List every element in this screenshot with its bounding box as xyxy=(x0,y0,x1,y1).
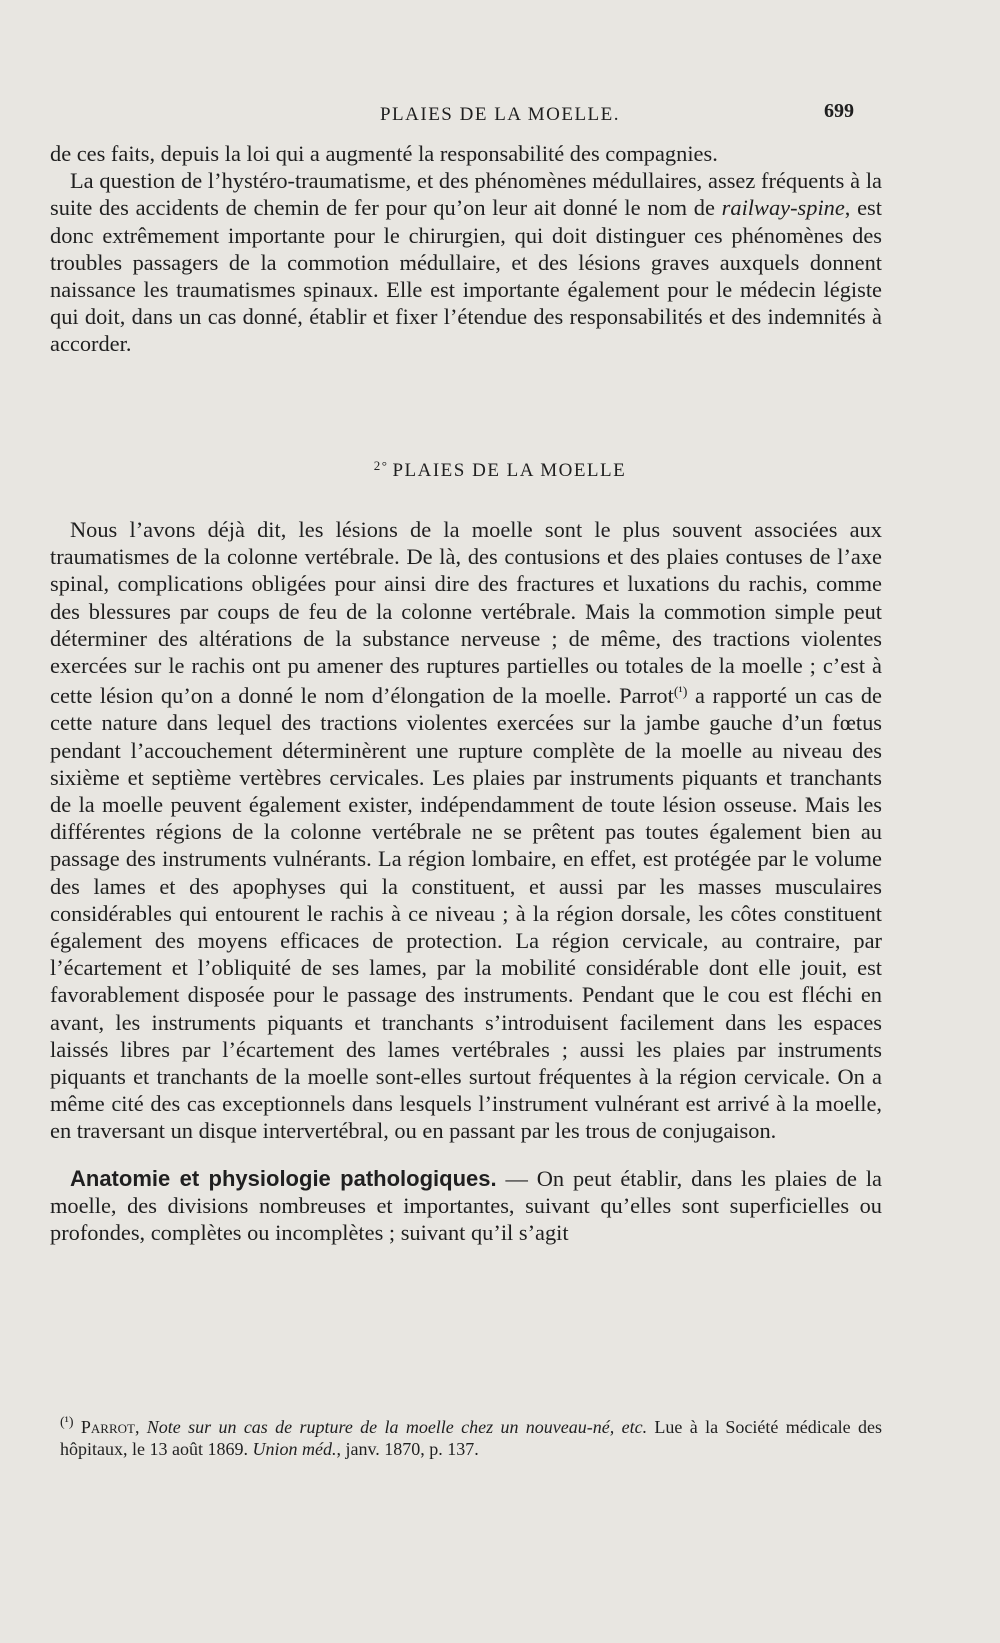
footnote-reference: (¹) xyxy=(673,685,688,701)
intro-paragraph xyxy=(50,167,882,357)
railway-spine-term: railway-spine xyxy=(721,195,845,221)
intro-text-block xyxy=(50,140,882,358)
section-heading xyxy=(0,458,1000,482)
anatomy-paragraph xyxy=(50,1165,882,1247)
body-text-end: a rapporté un cas de cette nature dans lequel des tractions violentes exercées sur la jambe gauche d’un fœtus pendant l’accouchement déterminèrent une rupture complète de la moelle au niveau des sixième et septième vertèbres cervicales. Les plaies par instruments piquants et tranchants de la moelle peuvent également exister, indépendamment de toute lésion osseuse. Mais les différentes régions de la colonne vertébrale ne se prêtent pas toutes également bien au passage des instruments vulnérants. La région lombaire, en effet, est protégée par le volume des lames et des apophyses qui la constituent, et aussi par les masses musculaires considérables qui entourent le rachis à ce niveau ; à la région dorsale, les côtes constituent également des moyens efficaces de protection. La région cervicale, au contraire, par l’écartement et l’obliquité de ses lames, par la mobilité considérable dont elle jouit, est favorablement disposée pour le passage des instruments. Pendant que le cou est fléchi en avant, les instruments piquants et tranchants s’introduisent facilement dans les espaces laissés libres par l’écartement des lames vertébrales ; aussi les plaies par instruments piquants et tranchants de la moelle sont-elles surtout fréquentes à la région cervicale. On a même cité des cas exceptionnels dans lesquels l’instrument vulnérant est arrivé à la moelle, en traversant un disque intervertébral, ou en passant par les trous de conjugaison. xyxy=(50,683,882,1144)
footnote-middle: Lue à la Société médicale des hôpitaux, le 13 août 1869. xyxy=(60,1417,883,1459)
section-title: PLAIES DE LA MOELLE xyxy=(392,460,627,481)
body-paragraph xyxy=(50,516,882,1145)
footnote-journal: Union méd. xyxy=(252,1439,337,1459)
continued-line: de ces faits, depuis la loi qui a augmenté la responsabilité des compagnies. xyxy=(50,141,718,166)
anatomy-heading: Anatomie et physiologie pathologiques. xyxy=(70,1165,497,1191)
footnote-marker: (¹) xyxy=(60,1415,74,1430)
main-text-block xyxy=(50,516,882,1246)
anatomy-text: — On peut établir, dans les plaies de la moelle, des divisions nombreuses et importantes, suivant qu’elles sont superficielles ou profondes, complètes ou incomplètes ; suivant qu’il s’agit xyxy=(50,1165,882,1246)
footnote-author: Parrot xyxy=(80,1417,135,1437)
running-head: PLAIES DE LA MOELLE. xyxy=(379,104,621,125)
footnote: $^{(^1)}$ Parrot, Note sur un cas de rupture de la moelle chez un nouveau-né, etc. Lue à la Société médicale des hôpitaux, le 13 août 1869. Union méd., janv. 1870, p. 137. xyxy=(60,1415,883,1459)
intro-text-end: , est donc extrêmement importante pour le chirurgien, qui doit distinguer ces phénomènes des troubles passagers de la commotion médullaire, et des lésions graves auxquels donnent naissance les traumatismes spinaux. Elle est importante également pour le médecin légiste qui doit, dans un cas donné, établir et fixer l’étendue des responsabilités et des indemnités à accorder. xyxy=(50,195,882,357)
body-text-start: Nous l’avons déjà dit, les lésions de la moelle sont le plus souvent associées aux traumatismes de la colonne vertébrale. De là, des contusions et des plaies contuses de l’axe spinal, complications obligées pour ainsi dire des fractures et luxations du rachis, comme des blessures par coups de feu de la colonne vertébrale. Mais la commotion simple peut déterminer des altérations de la substance nerveuse ; de même, des tractions violentes exercées sur le rachis ont pu amener des ruptures partielles ou totales de la moelle ; c’est à cette lésion qu’on a donné le nom d’élongation de la moelle. Parrot xyxy=(50,517,882,709)
footnote-title: Note sur un cas de rupture de la moelle chez un nouveau-né, etc. xyxy=(146,1417,648,1437)
footnote-tail: , janv. 1870, p. 137. xyxy=(336,1439,479,1459)
intro-text-start: La question de l’hystéro-traumatisme, et des phénomènes médullaires, assez fréquents à la suite des accidents de chemin de fer pour qu’on leur ait donné le nom de xyxy=(50,168,882,221)
page-number: 699 xyxy=(824,100,854,122)
section-number: 2° xyxy=(373,458,389,473)
